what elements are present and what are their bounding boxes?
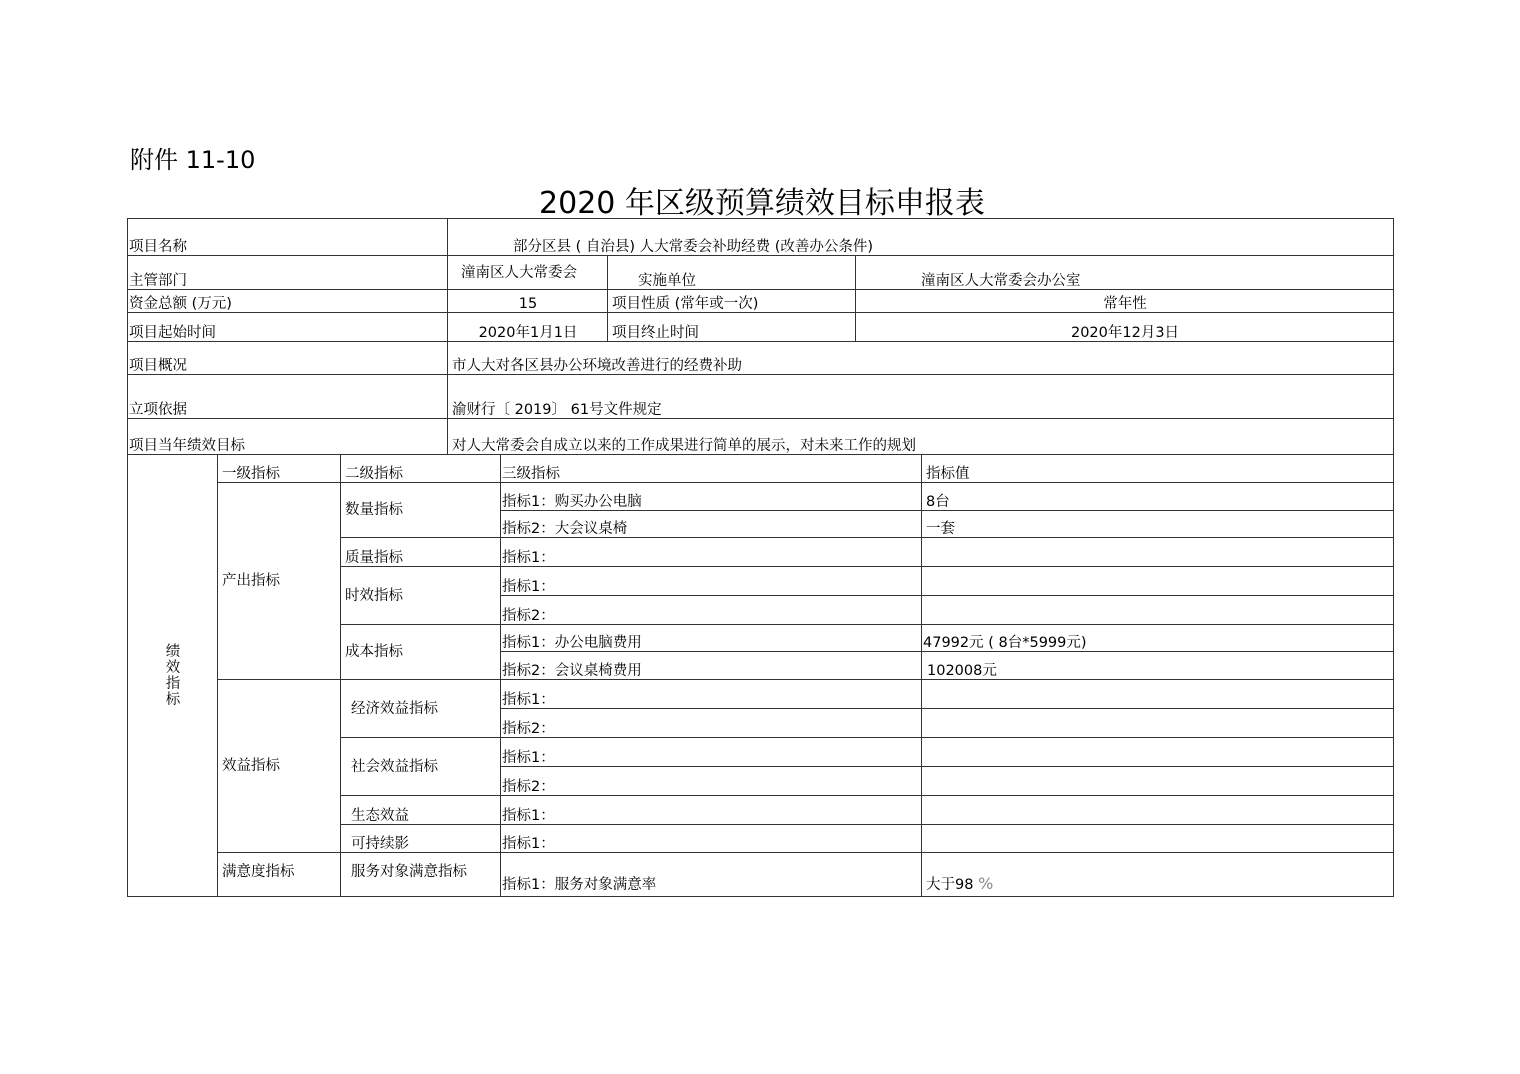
- sustainable-item-1: 指标1：: [501, 825, 922, 853]
- table-row: [128, 342, 1394, 375]
- funds-label: 资金总额 (万元): [128, 290, 448, 313]
- cost-item-1-value: 47992元 ( 8台*5999元): [922, 625, 1394, 652]
- side-char: 绩: [165, 643, 181, 660]
- performance-indicators-label: [128, 455, 218, 897]
- overview-value: 市人大对各区县办公环境改善进行的经费补助: [448, 342, 1394, 375]
- percent-sign: %: [978, 874, 994, 893]
- quality-item-1: 指标1：: [501, 538, 922, 567]
- quantity-item-1-value: 8台: [922, 483, 1394, 511]
- economic-benefit-label: 经济效益指标: [341, 680, 501, 738]
- economic-item-1: 指标1：: [501, 680, 922, 709]
- dept-label: 主管部门: [128, 256, 448, 290]
- output-indicator-label: 产出指标: [218, 483, 341, 680]
- end-label: 项目终止时间: [608, 313, 856, 342]
- quantity-item-2: 指标2：大会议桌椅: [501, 511, 922, 538]
- impl-value: 潼南区人大常委会办公室: [856, 256, 1394, 290]
- side-char: 效: [165, 659, 181, 676]
- annex-number: 附件 11-10: [130, 146, 256, 174]
- social-item-1: 指标1：: [501, 738, 922, 767]
- social-item-1-value: [922, 738, 1394, 767]
- column-header-value: 指标值: [922, 455, 1394, 483]
- table-row: [128, 853, 1394, 897]
- sustainable-item-1-value: [922, 825, 1394, 853]
- table-row: [128, 419, 1394, 455]
- timeliness-item-1: 指标1：: [501, 567, 922, 596]
- column-header-level1: 一级指标: [218, 455, 341, 483]
- end-value: 2020年12月3日: [856, 313, 1394, 342]
- start-label: 项目起始时间: [128, 313, 448, 342]
- service-value-number: 大于98: [926, 877, 974, 893]
- economic-item-2: 指标2：: [501, 709, 922, 738]
- economic-item-1-value: [922, 680, 1394, 709]
- goal-value: 对人大常委会自成立以来的工作成果进行简单的展示，对未来工作的规划: [448, 419, 1394, 455]
- table-row: [128, 256, 1394, 290]
- cost-item-2: 指标2：会议桌椅费用: [501, 652, 922, 680]
- project-name-label: 项目名称: [128, 219, 448, 256]
- table-row: [128, 313, 1394, 342]
- start-value: 2020年1月1日: [448, 313, 608, 342]
- dept-value: 潼南区人大常委会: [448, 256, 608, 290]
- column-header-level3: 三级指标: [501, 455, 922, 483]
- quality-indicator-label: 质量指标: [341, 538, 501, 567]
- sustainable-impact-label: 可持续影: [341, 825, 501, 853]
- quantity-indicator-label: 数量指标: [341, 483, 501, 538]
- table-row: [128, 375, 1394, 419]
- table-row: [128, 680, 1394, 709]
- funds-value: 15: [448, 290, 608, 313]
- table-row: [128, 483, 1394, 511]
- timeliness-item-2: 指标2：: [501, 596, 922, 625]
- table-row: [128, 219, 1394, 256]
- service-satisfaction-label: 服务对象满意指标: [341, 853, 501, 897]
- satisfaction-indicator-label: 满意度指标: [218, 853, 341, 897]
- nature-value: 常年性: [856, 290, 1394, 313]
- side-char: 指: [165, 675, 181, 692]
- performance-indicators-table: [127, 454, 1394, 897]
- social-item-2-value: [922, 767, 1394, 796]
- quantity-item-2-value: 一套: [922, 511, 1394, 538]
- timeliness-item-1-value: [922, 567, 1394, 596]
- side-char: 标: [165, 691, 181, 708]
- ecological-benefit-label: 生态效益: [341, 796, 501, 825]
- basis-label: 立项依据: [128, 375, 448, 419]
- quality-item-1-value: [922, 538, 1394, 567]
- social-item-2: 指标2：: [501, 767, 922, 796]
- cost-item-1: 指标1：办公电脑费用: [501, 625, 922, 652]
- goal-label: 项目当年绩效目标: [128, 419, 448, 455]
- quantity-item-1: 指标1：购买办公电脑: [501, 483, 922, 511]
- basis-value: 渝财行〔 2019〕 61号文件规定: [448, 375, 1394, 419]
- overview-label: 项目概况: [128, 342, 448, 375]
- project-name-value: 部分区县 ( 自治县) 人大常委会补助经费 (改善办公条件): [448, 219, 1394, 256]
- impl-label: 实施单位: [608, 256, 856, 290]
- column-header-level2: 二级指标: [341, 455, 501, 483]
- timeliness-item-2-value: [922, 596, 1394, 625]
- table-row: [128, 290, 1394, 313]
- page-title: 2020 年区级预算绩效目标申报表: [539, 186, 985, 221]
- table-row: [128, 455, 1394, 483]
- timeliness-indicator-label: 时效指标: [341, 567, 501, 625]
- project-info-table: [127, 218, 1394, 455]
- ecological-item-1-value: [922, 796, 1394, 825]
- ecological-item-1: 指标1：: [501, 796, 922, 825]
- nature-label: 项目性质 (常年或一次): [608, 290, 856, 313]
- social-benefit-label: 社会效益指标: [341, 738, 501, 796]
- service-item-1-value: [922, 853, 1394, 897]
- cost-indicator-label: 成本指标: [341, 625, 501, 680]
- economic-item-2-value: [922, 709, 1394, 738]
- benefit-indicator-label: 效益指标: [218, 680, 341, 853]
- service-item-1: 指标1：服务对象满意率: [501, 853, 922, 897]
- cost-item-2-value: 102008元: [922, 652, 1394, 680]
